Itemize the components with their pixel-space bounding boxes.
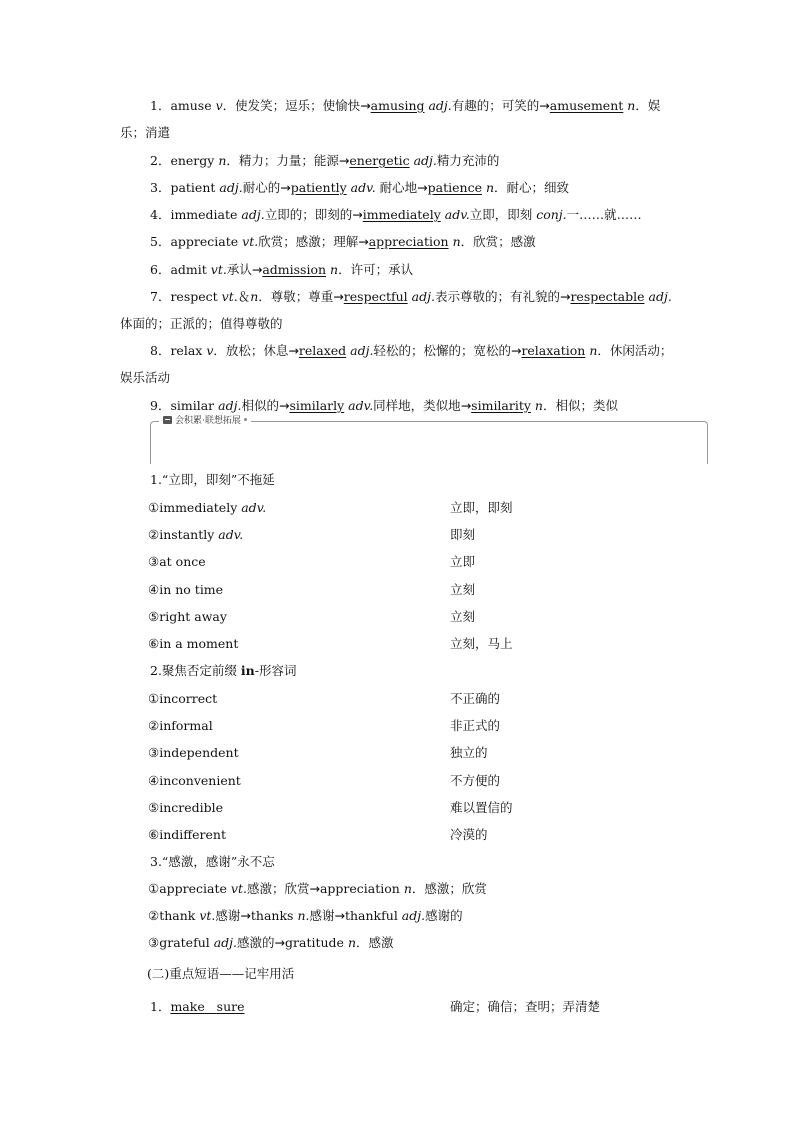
vocab-text: 相似的 — [241, 398, 279, 413]
english-term: incorrect — [159, 691, 218, 706]
vocab-text: ．放松；休息 — [213, 343, 289, 358]
synonym-item — [148, 581, 223, 599]
item-marker: ⑥ — [148, 827, 160, 842]
section-banner — [150, 416, 708, 464]
derived-word: relaxation — [521, 343, 586, 358]
vocab-text: adj. — [644, 289, 672, 304]
term-text: gratitude — [285, 935, 348, 950]
derived-word: similarly — [289, 398, 345, 413]
derived-word: amusement — [549, 98, 624, 113]
vocab-text: 立即，即刻 — [469, 207, 537, 222]
vocab-text: vt. — [210, 262, 227, 277]
term-text: thank — [159, 908, 200, 923]
vocab-text: relax — [170, 343, 207, 358]
term-text: 感激的 — [237, 935, 275, 950]
vocab-item-continuation: 娱乐活动 — [120, 370, 171, 385]
chinese-meaning: 立即 — [450, 554, 476, 570]
minus-box-icon — [163, 416, 172, 424]
vocab-text: ．许可；承认 — [338, 262, 414, 277]
vocab-text: adj. — [219, 180, 243, 195]
arrow-icon: → — [539, 98, 550, 113]
english-term: independent — [159, 745, 239, 761]
chinese-meaning: 冷漠的 — [450, 827, 488, 842]
vocab-text: 立即的；即刻的 — [264, 207, 353, 222]
item-number: 2． — [150, 153, 171, 168]
item-marker: ③ — [148, 745, 160, 761]
vocab-item — [150, 233, 536, 251]
group3-title: 3.“感激，感谢”永不忘 — [150, 854, 275, 869]
arrow-icon: → — [360, 98, 371, 113]
term-text: 感激；欣赏 — [246, 881, 310, 896]
prefix-item — [148, 744, 239, 762]
prefix-item — [148, 717, 213, 735]
arrow-icon: → — [510, 343, 522, 358]
term-text: n. — [297, 908, 310, 923]
vocab-text: adj. — [409, 153, 437, 168]
vocab-item — [150, 179, 569, 197]
vocab-text: ．尊敬；尊重 — [258, 289, 334, 304]
vocab-text: n — [250, 289, 259, 304]
derived-word: energetic — [349, 153, 410, 168]
item-number: 5． — [150, 234, 171, 249]
vocab-text: 轻松的；松懈的；宽松的 — [373, 343, 511, 358]
arrow-icon: → — [288, 343, 299, 358]
item-marker: ② — [148, 718, 160, 734]
chinese-meaning: 立刻，马上 — [450, 636, 513, 651]
term-text: 感谢 — [215, 908, 241, 923]
term-text: appreciation — [319, 881, 404, 896]
item-marker: ⑥ — [148, 636, 160, 651]
vocab-text: admit — [170, 262, 211, 277]
prefix-item — [148, 690, 217, 708]
vocab-item — [150, 152, 499, 170]
arrow-icon: → — [251, 262, 263, 277]
term-text: thanks — [250, 908, 298, 923]
vocab-item — [150, 397, 618, 415]
vocab-text: vt. — [221, 289, 238, 304]
vocab-text: ．使发笑；逗乐；使愉快 — [222, 98, 361, 113]
term-text: appreciate — [159, 881, 231, 896]
derived-word: patience — [427, 180, 482, 195]
english-term: incredible — [159, 799, 224, 815]
chinese-meaning: 立刻 — [450, 608, 476, 624]
prefix-item — [148, 772, 241, 790]
vocab-text: n — [481, 180, 495, 195]
arrow-icon: → — [460, 398, 472, 413]
arrow-icon: → — [274, 935, 286, 950]
item-number: 8． — [150, 343, 171, 358]
vocab-text: v — [206, 343, 214, 358]
part-of-speech: adv. — [218, 527, 244, 543]
vocab-text: adj. — [346, 343, 374, 358]
vocab-text: ＆ — [237, 289, 251, 304]
english-term: indifferent — [159, 827, 226, 842]
vocab-item — [150, 288, 672, 306]
arrow-icon: → — [280, 180, 291, 195]
chinese-meaning: 独立的 — [450, 745, 488, 761]
section2-title: (二)重点短语——记牢用活 — [147, 966, 295, 981]
vocab-text: energy — [170, 153, 219, 168]
english-term: immediately — [159, 500, 242, 515]
item-number: 7． — [150, 289, 171, 304]
derived-word: relaxed — [298, 343, 347, 358]
vocab-text: appreciate — [170, 234, 243, 249]
vocab-text: adj. — [241, 207, 265, 222]
item-marker: ② — [148, 908, 160, 923]
english-term: in a moment — [159, 636, 239, 651]
chinese-meaning: 不正确的 — [450, 691, 501, 706]
synonym-item — [148, 526, 243, 544]
arrow-icon: → — [352, 207, 363, 222]
group2-title: 2.聚焦否定前缀 in-形容词 — [150, 663, 297, 678]
derived-word: respectable — [570, 289, 645, 304]
vocab-item — [150, 97, 660, 115]
vocab-text: 一……就…… — [566, 207, 642, 222]
vocab-text: adj. — [218, 398, 242, 413]
english-term: right away — [159, 608, 227, 624]
item-marker: ④ — [148, 772, 160, 788]
term-text: grateful — [159, 935, 214, 950]
vocab-text: ．欣赏；感激 — [460, 234, 536, 249]
vocab-text: adv. — [344, 398, 374, 413]
vocab-text: 表示尊敬的；有礼貌的 — [434, 289, 560, 304]
gratitude-item — [148, 934, 394, 952]
vocab-text: ．精力；力量；能源 — [226, 153, 339, 168]
prefix-item — [148, 826, 226, 844]
gratitude-item — [148, 907, 463, 925]
dot-icon — [244, 418, 247, 421]
banner-label: 会积累·联想拓展 — [159, 414, 251, 428]
english-term: in no time — [159, 581, 224, 597]
synonym-item — [148, 499, 266, 517]
vocab-text: ．休闲活动； — [597, 343, 673, 358]
item-number: 9． — [150, 398, 171, 413]
vocab-text: n — [623, 98, 636, 113]
item-marker: ③ — [148, 935, 160, 950]
arrow-icon: → — [309, 881, 320, 896]
item-marker: ⑤ — [148, 799, 160, 815]
arrow-icon: → — [417, 180, 428, 195]
vocab-text: vt. — [242, 234, 259, 249]
vocab-text: ．耐心；细致 — [494, 180, 570, 195]
item-number: 4． — [150, 207, 171, 222]
item-number: 1． — [150, 98, 171, 113]
vocab-text: 同样地，类似地 — [373, 398, 461, 413]
vocab-text: adj. — [407, 289, 435, 304]
vocab-text: n — [585, 343, 598, 358]
derived-word: immediately — [362, 207, 441, 222]
part-of-speech: adv. — [241, 500, 267, 515]
item-number: 6． — [150, 262, 171, 277]
vocab-text: immediate — [170, 207, 242, 222]
english-term: at once — [159, 554, 206, 570]
vocab-text: n — [530, 398, 543, 413]
item-marker: ④ — [148, 581, 160, 597]
vocab-item-continuation: 体面的；正派的；值得尊敬的 — [120, 316, 283, 331]
vocab-text: adv. — [440, 207, 470, 222]
term-text: thankful — [344, 908, 402, 923]
phrase-item: 1．make sure — [150, 999, 245, 1014]
term-text: ．感激 — [356, 935, 394, 950]
arrow-icon: → — [358, 234, 369, 249]
term-text: 感谢的 — [425, 908, 463, 923]
chinese-meaning: 难以置信的 — [450, 799, 513, 815]
vocab-text: ．相似；类似 — [542, 398, 618, 413]
derived-word: similarity — [471, 398, 531, 413]
vocab-item — [150, 206, 642, 224]
derived-word: respectful — [343, 289, 408, 304]
group1-title: 1.“立即，即刻”不拖延 — [150, 472, 275, 487]
item-marker: ⑤ — [148, 608, 160, 624]
vocab-text: 精力充沛的 — [436, 153, 500, 168]
vocab-text: v — [215, 98, 223, 113]
arrow-icon: → — [338, 153, 350, 168]
vocab-text: n — [448, 234, 461, 249]
vocab-text: n — [326, 262, 339, 277]
english-term: informal — [159, 718, 213, 734]
prefix-item — [148, 799, 223, 817]
chinese-meaning: 非正式的 — [450, 718, 501, 734]
vocab-text: n — [218, 153, 227, 168]
term-text: adj. — [401, 908, 426, 923]
item-marker: ① — [148, 500, 160, 515]
gratitude-item — [148, 880, 487, 898]
derived-word: amusing — [370, 98, 425, 113]
chinese-meaning: 即刻 — [450, 527, 476, 543]
term-text: vt. — [199, 908, 216, 923]
chinese-meaning: 立刻 — [450, 581, 476, 597]
term-text: adj. — [213, 935, 238, 950]
item-marker: ① — [148, 881, 160, 896]
term-text: vt. — [230, 881, 247, 896]
vocab-text: patient — [170, 180, 220, 195]
term-text: n — [403, 881, 412, 896]
vocab-text: 有趣的；可笑的 — [451, 98, 540, 113]
phrase-meaning: 确定；确信；查明；弄清楚 — [450, 999, 601, 1014]
arrow-icon: → — [240, 908, 251, 923]
vocab-text: amuse — [170, 98, 216, 113]
synonym-item — [148, 553, 206, 571]
term-text: ．感激；欣赏 — [411, 881, 487, 896]
vocab-text: conj. — [536, 207, 567, 222]
derived-word: patiently — [290, 180, 347, 195]
vocab-text: adj. — [424, 98, 452, 113]
item-number: 3． — [150, 180, 171, 195]
item-marker: ③ — [148, 554, 160, 570]
vocab-text: 耐心的 — [242, 180, 281, 195]
vocab-text: 欣赏；感激；理解 — [258, 234, 359, 249]
term-text: 感谢 — [309, 908, 335, 923]
arrow-icon: → — [559, 289, 571, 304]
vocab-item — [150, 261, 413, 279]
item-marker: ② — [148, 527, 160, 543]
chinese-meaning: 立即，即刻 — [450, 500, 513, 515]
arrow-icon: → — [333, 289, 344, 304]
synonym-item — [148, 608, 227, 626]
item-marker: ① — [148, 691, 160, 706]
vocab-item — [150, 342, 672, 360]
chinese-meaning: 不方便的 — [450, 772, 501, 788]
vocab-text: 耐心地 — [375, 180, 418, 195]
arrow-icon: → — [334, 908, 345, 923]
term-text: n — [347, 935, 356, 950]
vocab-text: 承认 — [226, 262, 252, 277]
vocab-item-continuation: 乐；消遣 — [120, 125, 171, 140]
vocab-text: respect — [170, 289, 222, 304]
arrow-icon: → — [278, 398, 290, 413]
english-term: inconvenient — [159, 772, 241, 788]
vocab-text: adv. — [346, 180, 376, 195]
derived-word: appreciation — [368, 234, 449, 249]
english-term: instantly — [159, 527, 219, 543]
synonym-item — [148, 635, 238, 653]
derived-word: admission — [262, 262, 327, 277]
vocab-text: ．娱 — [635, 98, 661, 113]
vocab-text: similar — [170, 398, 219, 413]
